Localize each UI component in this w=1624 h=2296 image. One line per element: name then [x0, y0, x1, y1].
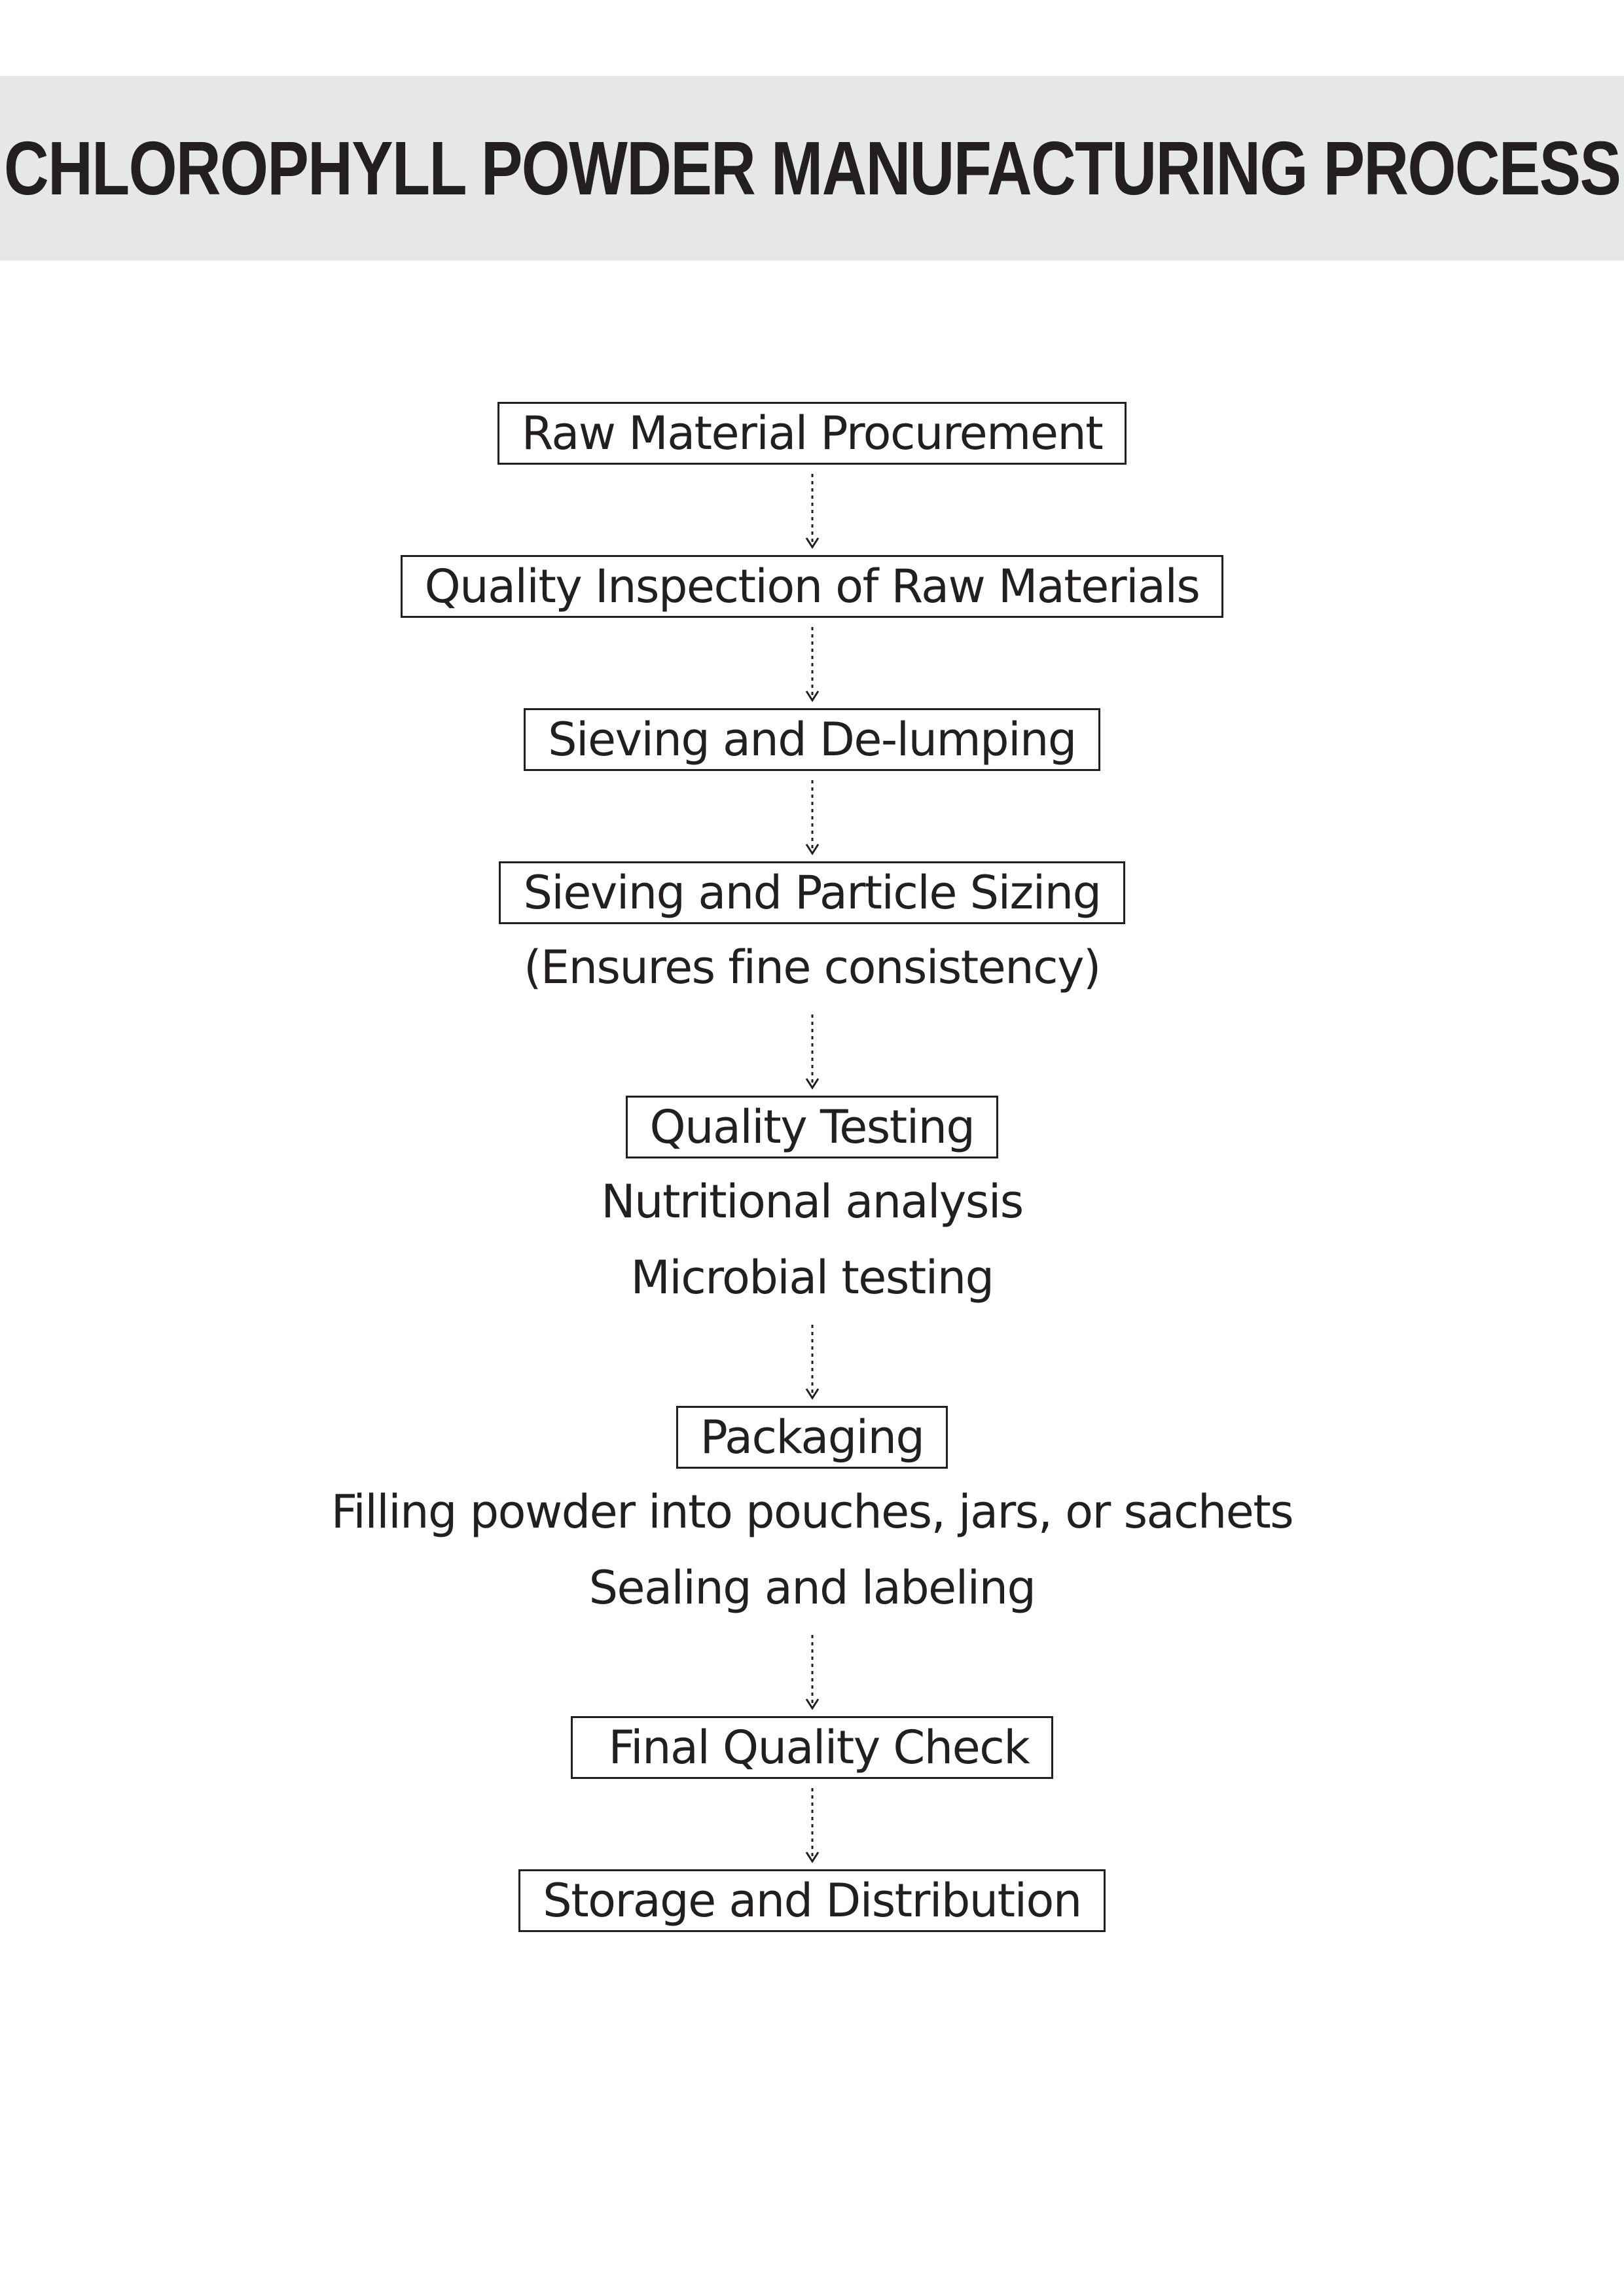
step-raw-material-procurement: [497, 402, 1127, 465]
dotted-arrow-connector: [799, 618, 825, 708]
step-detail-line: Filling powder into pouches, jars, or sachets: [331, 1485, 1293, 1539]
dotted-arrow-connector: [799, 1626, 825, 1716]
step-quality-testing: [601, 1096, 1023, 1316]
process-flowchart: [0, 402, 1624, 1932]
dotted-arrow-connector: [799, 1779, 825, 1869]
page-title: CHLOROPHYLL POWDER MANUFACTURING PROCESS: [3, 126, 1621, 211]
step-quality-inspection-of-raw-materials: [401, 555, 1224, 618]
step-detail-line: (Ensures fine consistency): [524, 941, 1100, 994]
step-box: Packaging: [676, 1406, 948, 1469]
dotted-arrow-connector: [799, 465, 825, 555]
step-box: Sieving and De-lumping: [524, 708, 1100, 771]
dotted-arrow-connector: [799, 1316, 825, 1406]
step-detail-line: Nutritional analysis: [601, 1175, 1023, 1229]
step-box: Quality Testing: [626, 1096, 999, 1158]
step-box: Storage and Distribution: [518, 1869, 1105, 1932]
step-details: [601, 1164, 1023, 1316]
step-sieving-and-de-lumping: [524, 708, 1100, 771]
dotted-arrow-connector: [799, 771, 825, 861]
step-details: [524, 929, 1100, 1005]
step-detail-line: Sealing and labeling: [588, 1561, 1036, 1615]
step-box: Final Quality Check: [571, 1716, 1054, 1779]
step-box: Quality Inspection of Raw Materials: [401, 555, 1224, 618]
step-sieving-and-particle-sizing: [499, 861, 1125, 1005]
step-box: Sieving and Particle Sizing: [499, 861, 1125, 924]
step-detail-line: Microbial testing: [630, 1251, 994, 1304]
step-details: [331, 1474, 1293, 1626]
step-packaging: [331, 1406, 1293, 1626]
title-band: [0, 76, 1624, 260]
dotted-arrow-connector: [799, 1005, 825, 1096]
step-final-quality-check: [571, 1716, 1054, 1779]
step-box: Raw Material Procurement: [497, 402, 1127, 465]
step-storage-and-distribution: [518, 1869, 1105, 1932]
